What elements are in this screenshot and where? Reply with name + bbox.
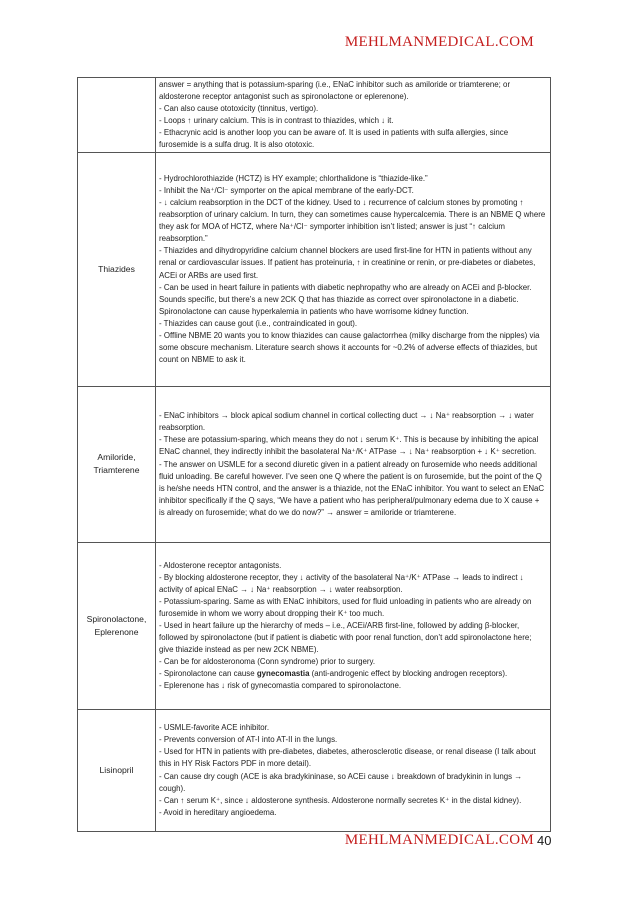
drug-name: Amiloride, Triamterene xyxy=(78,386,156,542)
drug-table xyxy=(77,77,551,832)
table-row xyxy=(78,78,551,153)
page-number: 40 xyxy=(537,833,552,848)
note-line: - Can ↑ serum K⁺, since ↓ aldosterone synthesis. Aldosterone normally secretes K⁺ in the distal kidney). xyxy=(159,795,522,805)
note-line: - Ethacrynic acid is another loop you can be aware of. It is used in patients with sulfa allergies, since furosemide is a sulfa drug. It is also ototoxic. xyxy=(159,128,509,150)
table-row xyxy=(78,152,551,386)
drug-name xyxy=(78,78,156,153)
note-line: - Can be for aldosteronoma (Conn syndrome) prior to surgery. xyxy=(159,657,376,667)
note-line: - Thiazides can cause gout (i.e., contraindicated in gout). xyxy=(159,318,358,328)
drug-notes xyxy=(156,386,551,542)
note-line: - Loops ↑ urinary calcium. This is in contrast to thiazides, which ↓ it. xyxy=(159,116,394,126)
note-line: - The answer on USMLE for a second diuretic given in a patient already on furosemide who needs additional fluid unloading. Be careful however. I’ve seen one Q where the patient is on furosemide, but the point of the Q is he/she needs HTN control, and the answer is a thiazide, not the ENaC inhibitor. You want to select an ENaC inhibitor specifically if the Q says, “We have a patient who has peripheral/pulmonary edema due to X cause + is already on furosemide; what do we do now?” → answer = amiloride or triamterene. xyxy=(159,459,545,517)
table-row xyxy=(78,709,551,831)
note-line: - Thiazides and dihydropyridine calcium channel blockers are used first-line for HTN in patients without any renal or cardiovascular issues. If patient has proteinuria, ↑ in creatinine or renin, or pre-diabetes or diabetes, ACEi or ARBs are used first. xyxy=(159,246,536,280)
drug-notes xyxy=(156,78,551,153)
note-line: - Eplerenone has ↓ risk of gynecomastia compared to spironolactone. xyxy=(159,681,402,691)
drug-notes xyxy=(156,152,551,386)
drug-name: Thiazides xyxy=(78,152,156,386)
drug-notes xyxy=(156,542,551,709)
note-line: - Can be used in heart failure in patients with diabetic nephropathy who are already on ACEi and β-blocker. Sounds specific, but there’s a new 2CK Q that has thiazide as correct over spironolactone in a diabetic. Spironolactone can cause hyperkalemia in patients who have worrisome kidney function. xyxy=(159,282,532,316)
header-brand: MEHLMANMEDICAL.COM xyxy=(344,34,534,50)
note-line: - Prevents conversion of AT-I into AT-II in the lungs. xyxy=(159,735,338,745)
note-line: - Can cause dry cough (ACE is aka bradykininase, so ACEi cause ↓ breakdown of bradykinin in lungs → cough). xyxy=(159,771,523,793)
note-line: - These are potassium-sparing, which means they do not ↓ serum K⁺. This is because by inhibiting the apical ENaC channel, they indirectly inhibit the basolateral Na⁺/K⁺ ATPase → ↓ Na⁺ reabsorption + ↓ K⁺ secretion. xyxy=(159,435,539,457)
note-line: - By blocking aldosterone receptor, they ↓ activity of the basolateral Na⁺/K⁺ ATPase → leads to indirect ↓ activity of apical ENaC → ↓ Na⁺ reabsorption → ↓ water reabsorption. xyxy=(159,572,524,594)
note-line: - Used for HTN in patients with pre-diabetes, diabetes, atherosclerotic disease, or renal disease (I talk about this in HY Risk Factors PDF in more detail). xyxy=(159,747,536,769)
note-line: - Spironolactone can cause gynecomastia (anti-androgenic effect by blocking androgen receptors). xyxy=(159,669,508,679)
drug-notes xyxy=(156,709,551,831)
note-line: - Hydrochlorothiazide (HCTZ) is HY example; chlorthalidone is “thiazide-like.” xyxy=(159,173,428,183)
note-line: - Used in heart failure up the hierarchy of meds – i.e., ACEi/ARB first-line, followed by adding β-blocker, followed by spironolactone (but if patient is diabetic with poor renal function, don’t add spironolactone here; give thiazide instead as per new 2CK NBME). xyxy=(159,621,532,655)
note-line: answer = anything that is potassium-sparing (i.e., ENaC inhibitor such as amiloride or triamterene; or aldosterone receptor antagonist such as spironolactone or eplerenone). xyxy=(159,80,511,102)
note-line: - Avoid in hereditary angioedema. xyxy=(159,807,277,817)
note-line: - ENaC inhibitors → block apical sodium channel in cortical collecting duct → ↓ Na⁺ reabsorption → ↓ water reabsorption. xyxy=(159,411,534,433)
drug-name: Spironolactone, Eplerenone xyxy=(78,542,156,709)
note-line: - Inhibit the Na⁺/Cl⁻ symporter on the apical membrane of the early-DCT. xyxy=(159,185,414,195)
note-line: - Aldosterone receptor antagonists. xyxy=(159,560,282,570)
note-line: - USMLE-favorite ACE inhibitor. xyxy=(159,723,270,733)
note-line: - ↓ calcium reabsorption in the DCT of the kidney. Used to ↓ recurrence of calcium stones by promoting ↑ reabsorption of urinary calcium. In turn, they can sometimes cause hypercalcemia. There is an NBME Q where they ask for MOA of HCTZ, where Na⁺/Cl⁻ symporter inhibition isn’t listed; answer is just “↑ calcium reabsorption.” xyxy=(159,198,546,244)
table-row xyxy=(78,386,551,542)
drug-name: Lisinopril xyxy=(78,709,156,831)
table-row xyxy=(78,542,551,709)
note-line: - Can also cause ototoxicity (tinnitus, vertigo). xyxy=(159,104,319,114)
note-line: - Potassium-sparing. Same as with ENaC inhibitors, used for fluid unloading in patients who are already on furosemide in whom we worry about dropping their K⁺ too much. xyxy=(159,596,532,618)
footer-brand: MEHLMANMEDICAL.COM xyxy=(344,832,534,848)
note-line: - Offline NBME 20 wants you to know thiazides can cause galactorrhea (milky discharge from the nipples) via some obscure mechanism. Literature search shows it accounts for ~0.2% of adverse effects of thiazides, but count on NBME to ask it. xyxy=(159,331,540,365)
